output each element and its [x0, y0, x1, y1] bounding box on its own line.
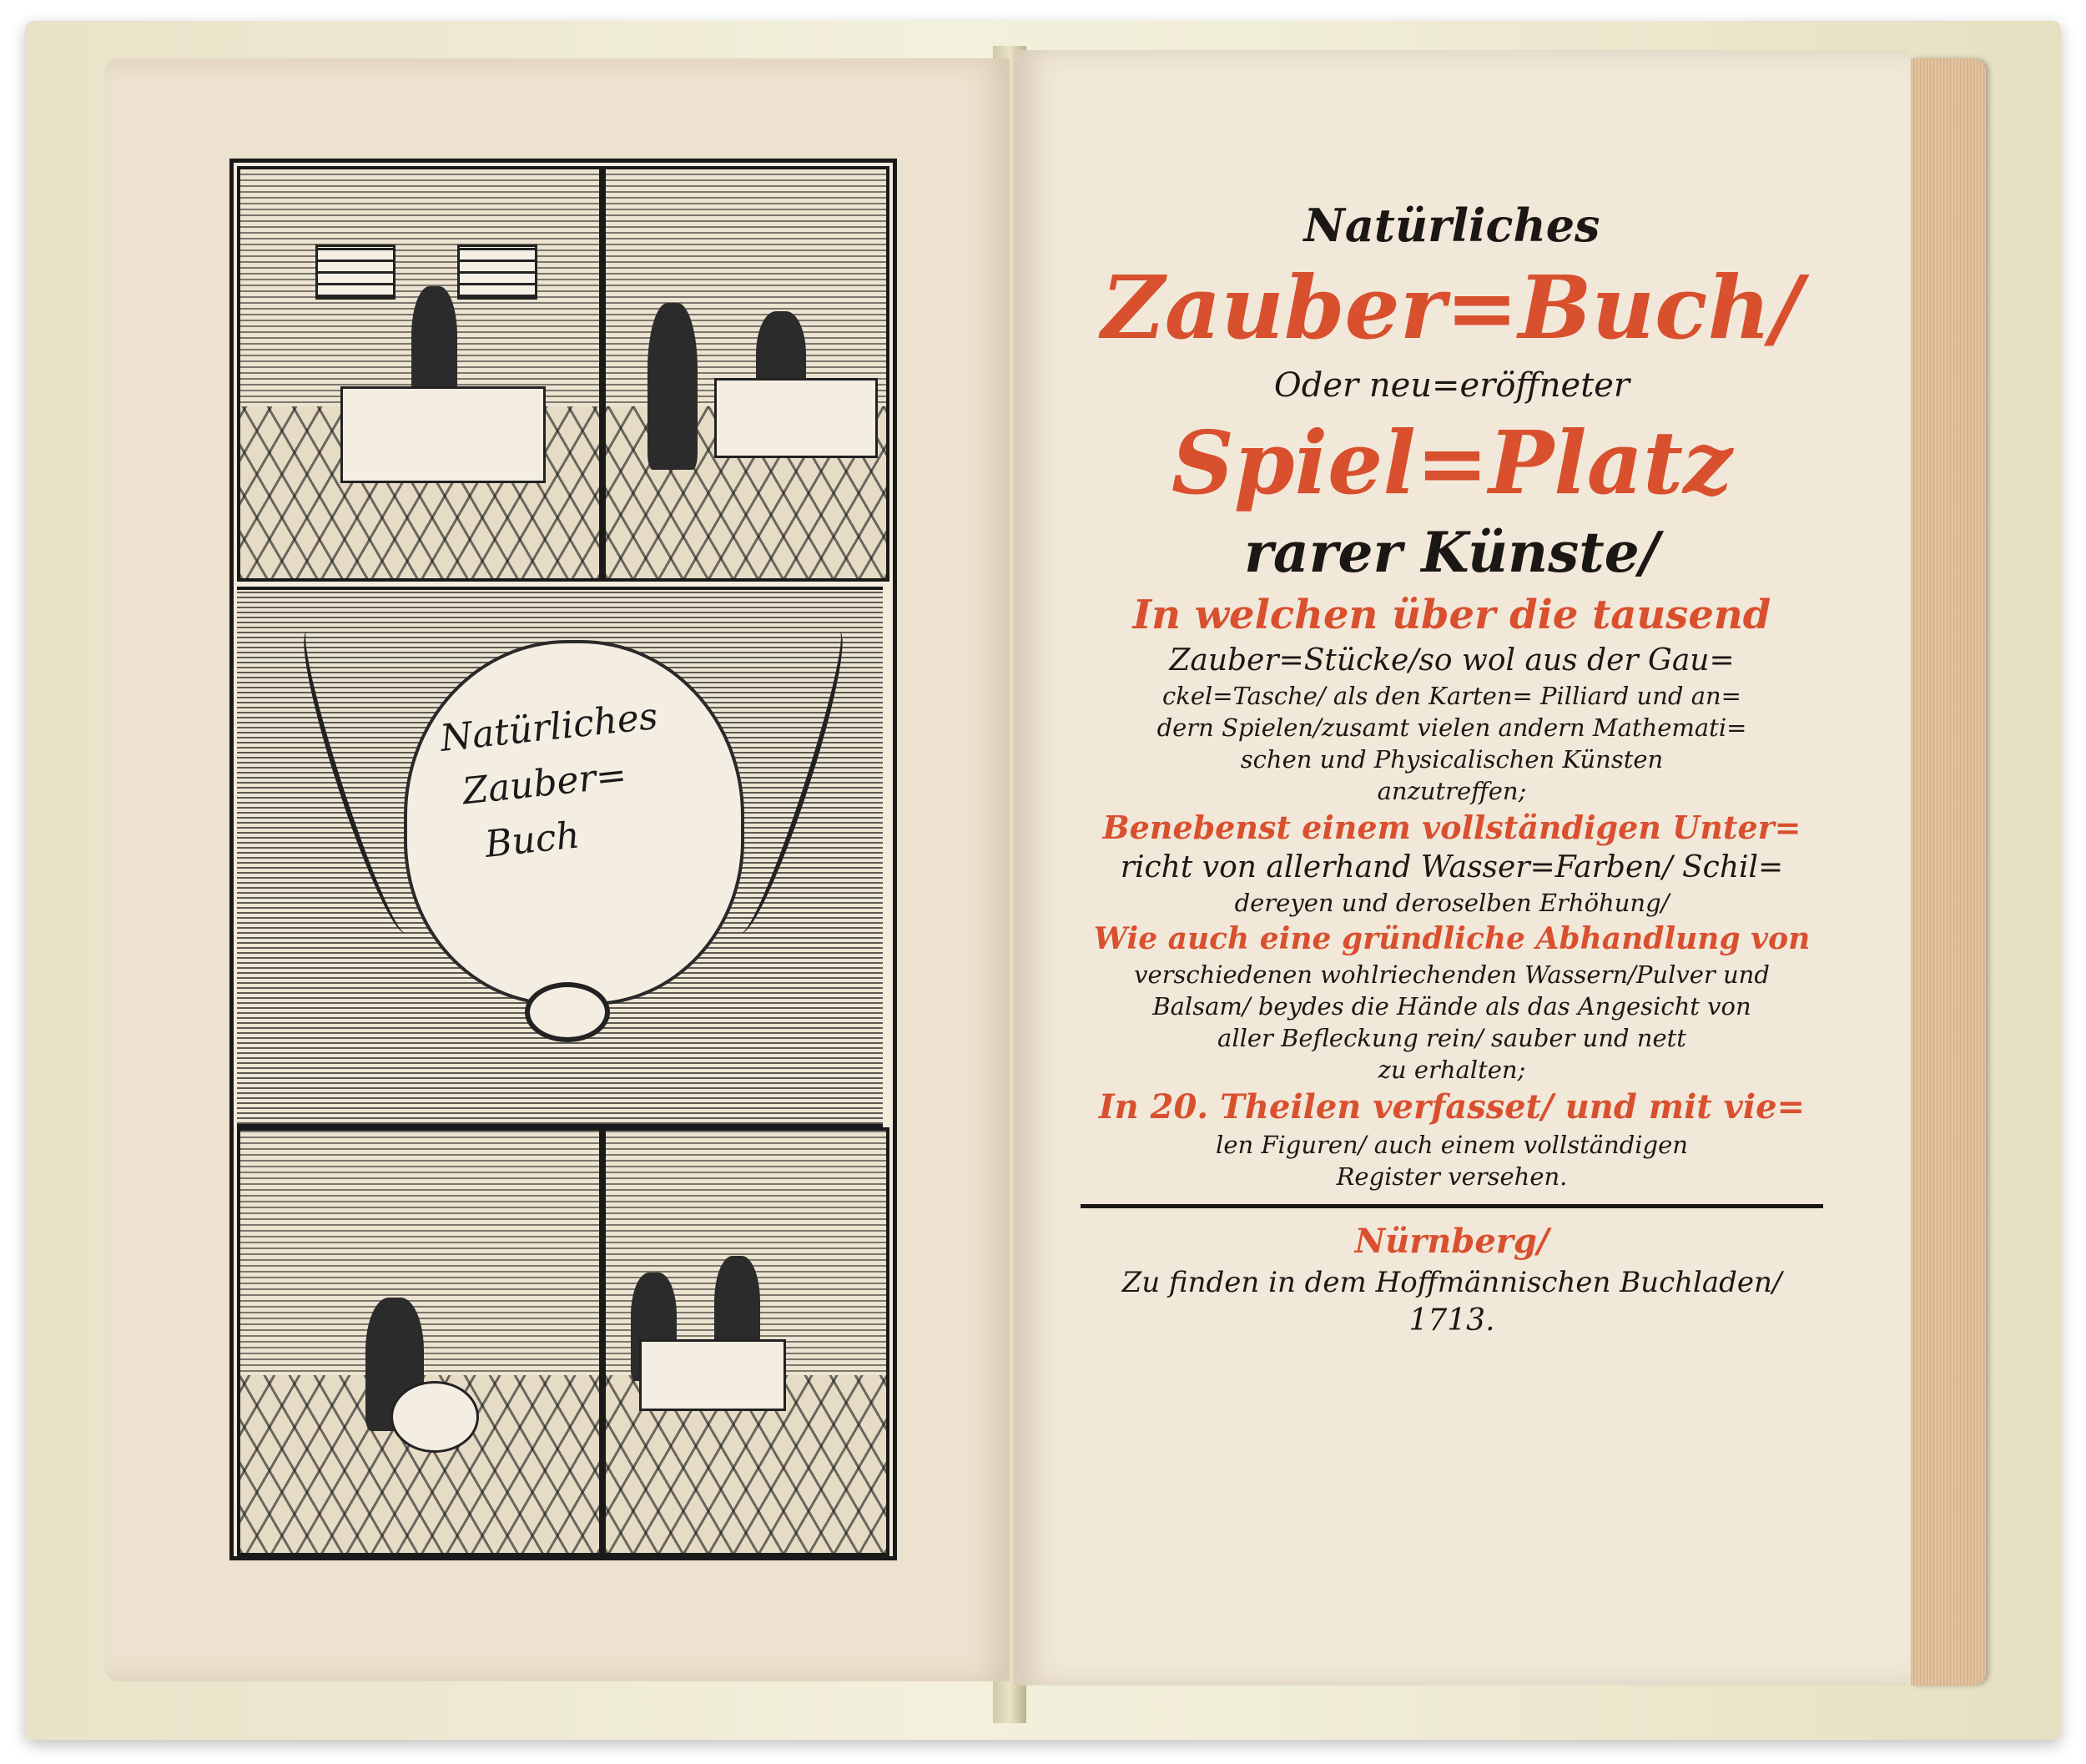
frontispiece-title — [437, 686, 703, 876]
title-page-text — [1064, 196, 1840, 1340]
title-line-21: len Figuren/ auch einem vollständigen — [1216, 1131, 1688, 1159]
right-page — [1014, 50, 1911, 1686]
title-line-11: anzutreffen; — [1377, 777, 1527, 805]
engraving-panel-top-left — [237, 166, 602, 582]
title-line-6: In welchen über die tausend — [1132, 592, 1771, 638]
palm-frond-left — [289, 625, 423, 939]
window — [457, 244, 537, 300]
title-line-18: aller Befleckung rein/ sauber und nett — [1217, 1024, 1686, 1052]
table — [340, 386, 546, 483]
title-line-12: Benebenst einem vollständigen Unter= — [1102, 809, 1801, 846]
frontispiece-title-line-1: Natürliches — [438, 694, 660, 760]
engraving-panel-bottom-left — [237, 1127, 602, 1556]
engraving-panel-title-cartouche — [237, 587, 883, 1127]
title-line-15: Wie auch eine gründliche Abhandlung von — [1093, 921, 1811, 956]
left-page — [104, 58, 1010, 1681]
title-line-4: Spiel=Platz — [1171, 411, 1733, 514]
title-line-10: schen und Physicalischen Künsten — [1240, 745, 1664, 774]
title-line-2: Zauber=Buch/ — [1101, 256, 1803, 359]
title-line-9: dern Spielen/zusamt vielen andern Mathemati= — [1156, 713, 1747, 742]
standing-figure — [647, 303, 698, 470]
publication-year: 1713. — [1408, 1303, 1495, 1338]
frontispiece-engraving — [229, 159, 897, 1560]
title-line-20: In 20. Theilen verfasset/ und mit vie= — [1098, 1087, 1806, 1126]
title-line-17: Balsam/ beydes die Hände als das Angesicht von — [1152, 992, 1751, 1021]
title-line-14: dereyen und deroselben Erhöhung/ — [1234, 889, 1670, 917]
title-line-16: verschiedenen wohlriechenden Wassern/Pulver und — [1134, 960, 1770, 989]
imprint: Zu finden in dem Hoffmännischen Buchladen/ — [1121, 1266, 1782, 1299]
title-line-3: Oder neu=eröffneter — [1273, 366, 1630, 405]
globe — [390, 1381, 479, 1453]
title-line-22: Register versehen. — [1336, 1162, 1568, 1191]
title-line-8: ckel=Tasche/ als den Karten= Pilliard und an= — [1162, 682, 1741, 710]
palm-frond-right — [723, 625, 857, 939]
place-of-publication: Nürnberg/ — [1354, 1222, 1549, 1261]
ribbon-bow — [525, 982, 610, 1042]
card-table — [639, 1339, 786, 1411]
title-line-1: Natürliches — [1303, 199, 1600, 252]
engraving-panel-top-right — [602, 166, 889, 582]
title-line-19: zu erhalten; — [1378, 1056, 1526, 1084]
title-line-5: rarer Künste/ — [1244, 520, 1660, 585]
window — [315, 244, 396, 300]
title-line-13: richt von allerhand Wasser=Farben/ Schil= — [1120, 850, 1784, 885]
frontispiece-title-line-2: Zauber= — [460, 753, 629, 814]
title-line-7: Zauber=Stücke/so wol aus der Gau= — [1169, 643, 1735, 678]
frontispiece-title-line-3: Buch — [482, 814, 582, 866]
horizontal-rule — [1081, 1204, 1823, 1208]
table — [714, 378, 878, 458]
engraving-panel-bottom-right — [602, 1127, 889, 1556]
page-edges — [1911, 58, 1986, 1686]
